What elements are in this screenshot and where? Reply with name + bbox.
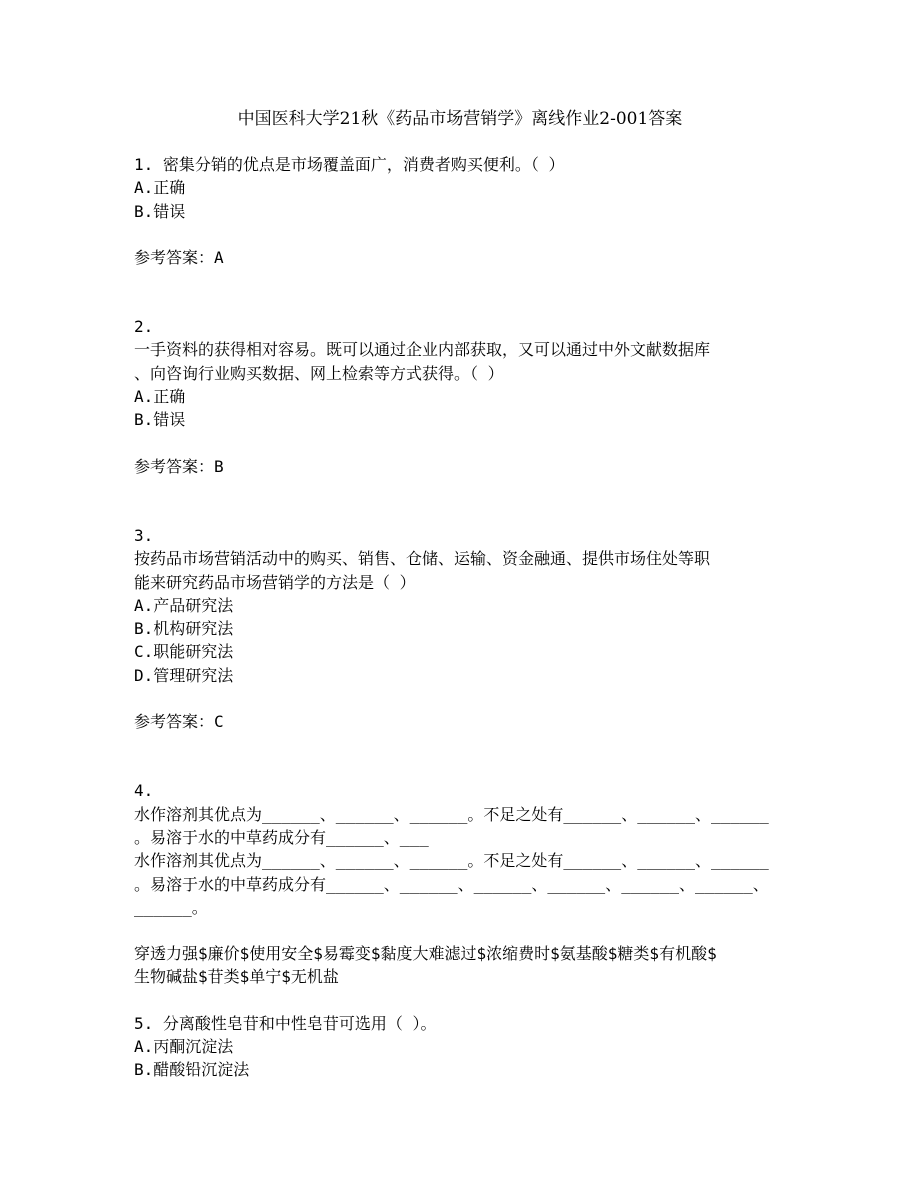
answer-text: 生物碱盐$苷类$单宁$无机盐 <box>134 967 339 987</box>
question-stem: 5. 分离酸性皂苷和中性皂苷可选用（ ）。 <box>134 1013 437 1033</box>
question-1 <box>134 153 794 269</box>
question-stem: 水作溶剂其优点为______、______、______。不足之处有______、______、______ <box>134 804 769 824</box>
page-title: 中国医科大学21秋《药品市场营销学》离线作业2-001答案 <box>237 109 683 129</box>
option-b: B.错误 <box>134 201 186 221</box>
option-a: A.正确 <box>134 387 186 407</box>
question-stem: 1. 密集分销的优点是市场覆盖面广，消费者购买便利。（ ） <box>134 155 565 174</box>
option-b: B.醋酸铅沉淀法 <box>134 1060 250 1080</box>
question-number: 4. <box>134 781 154 801</box>
question-3 <box>134 524 794 733</box>
question-stem: 能来研究药品市场营销学的方法是（ ） <box>134 572 416 592</box>
option-a: A.产品研究法 <box>134 595 234 615</box>
question-list <box>134 153 794 1082</box>
question-stem: 水作溶剂其优点为______、______、______。不足之处有______、______、______ <box>134 851 769 871</box>
question-4 <box>134 779 794 988</box>
question-5 <box>134 1012 794 1082</box>
question-stem: 按药品市场营销活动中的购买、销售、仓储、运输、资金融通、提供市场住处等职 <box>134 549 711 569</box>
question-stem: ______。 <box>134 897 208 917</box>
question-stem: 一手资料的获得相对容易。既可以通过企业内部获取，又可以通过中外文献数据库 <box>134 340 711 360</box>
option-d: D.管理研究法 <box>134 665 234 685</box>
question-stem: 、向咨询行业购买数据、网上检索等方式获得。（ ） <box>134 363 504 383</box>
question-2 <box>134 315 794 478</box>
option-a: A.丙酮沉淀法 <box>134 1037 234 1057</box>
question-stem: 。易溶于水的中草药成分有______、___ <box>134 827 429 847</box>
option-b: B.错误 <box>134 410 186 430</box>
option-c: C.职能研究法 <box>134 642 234 662</box>
question-stem: 。易溶于水的中草药成分有______、______、______、______、______、______、 <box>134 874 769 894</box>
question-number: 2. <box>134 317 154 337</box>
reference-answer: 参考答案：B <box>134 456 224 476</box>
question-number: 3. <box>134 525 154 545</box>
option-b: B.机构研究法 <box>134 619 234 639</box>
answer-text: 穿透力强$廉价$使用安全$易霉变$黏度大难滤过$浓缩费时$氨基酸$糖类$有机酸$ <box>134 944 717 964</box>
reference-answer: 参考答案：C <box>134 712 224 732</box>
reference-answer: 参考答案：A <box>134 247 224 267</box>
option-a: A.正确 <box>134 178 186 198</box>
